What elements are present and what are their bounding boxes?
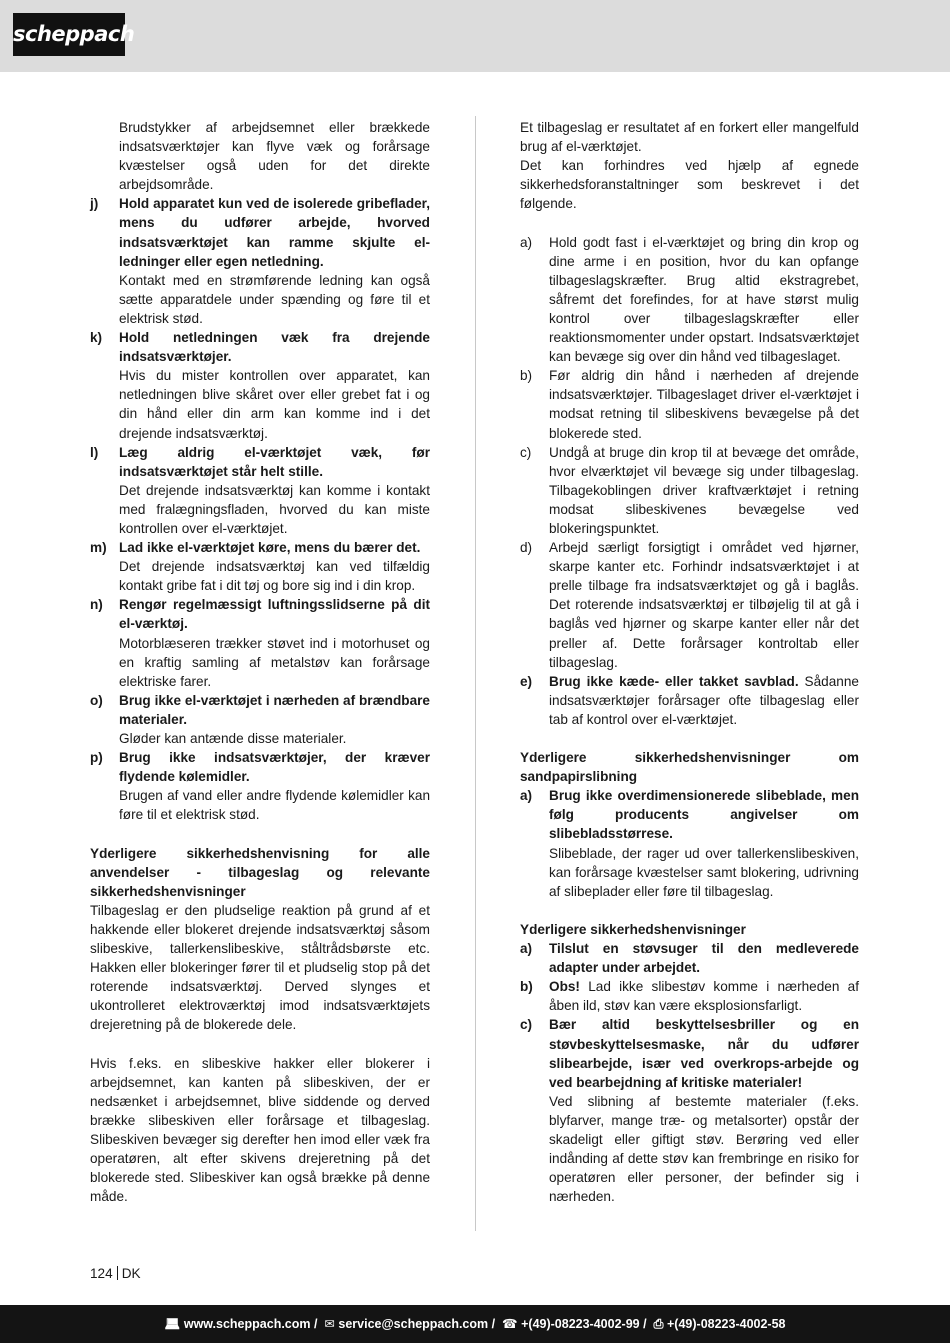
more-item-a bbox=[520, 939, 859, 977]
list-item-p bbox=[90, 748, 430, 824]
list-item-c bbox=[520, 443, 859, 538]
page-separator bbox=[117, 1266, 118, 1280]
item-bold: Brug ikke overdimensionerede slibeblade, men følg producents angivelser om slibebladsstørrese. bbox=[549, 788, 859, 842]
item-label: c) bbox=[520, 1017, 533, 1033]
item-label: a) bbox=[520, 234, 533, 250]
item-text: Slibeblade, der rager ud over tallerkenslibeskiven, kan forårsage kvæstelser samt blokering, udrivning af slibeplader eller føre til tilbageslag. bbox=[549, 845, 859, 899]
item-text: Det drejende indsatsværktøj kan komme i kontakt med fralægningsfladen, hvorved du kan miste kontrollen over el-værktøjet. bbox=[119, 482, 430, 536]
item-text: Gløder kan antænde disse materialer. bbox=[119, 731, 347, 746]
item-label: b) bbox=[520, 979, 533, 995]
item-text: Kontakt med en strømførende ledning kan også sætte apparatdele under spænding og føre til et elektrisk stød. bbox=[119, 272, 430, 326]
language-code: DK bbox=[121, 1266, 141, 1281]
item-label: d) bbox=[520, 540, 533, 556]
footer-bar bbox=[0, 1305, 950, 1343]
item-bold: Lad ikke el-værktøjet køre, mens du bærer det. bbox=[119, 540, 421, 556]
item-bold: Bær altid beskyttelsesbriller og en støvbeskyttelsesmaske, når du udfører slibearbejde, især ved overkrops-arbejde og ved bearbejdning af kritiske materialer! bbox=[549, 1017, 859, 1090]
item-text: Brugen af vand eller andre flydende kølemidler kan føre til et elektrisk stød. bbox=[119, 788, 430, 823]
list-item-e bbox=[520, 672, 859, 729]
item-bold: Brug ikke el-værktøjet i nærheden af brændbare materialer. bbox=[119, 692, 430, 727]
more-item-b bbox=[520, 977, 859, 1015]
item-label: l) bbox=[90, 444, 99, 460]
phone-icon: ☎︎ bbox=[502, 1317, 518, 1331]
item-text: Ved slibning af bestemte materialer (f.eks. blyfarver, mange træ- og metalsorter) opstår der skadeligt eller giftigt støv. Berøring ved eller indånding af dette støv kan frembringe en risiko for operatøren eller personer, der befinder sig i nærheden. bbox=[549, 1093, 859, 1205]
page-number bbox=[90, 1265, 141, 1283]
header-bar bbox=[0, 0, 950, 72]
item-label: a) bbox=[520, 788, 533, 804]
item-bold: Brug ikke kæde- eller takket savblad. bbox=[549, 673, 799, 689]
item-text: Sådanne indsatsværktøjer forårsager ofte tilbageslag eller tab af kontrol over el-værktøjet. bbox=[549, 673, 859, 727]
page-number-value: 124 bbox=[90, 1266, 113, 1281]
section-heading-more: Yderligere sikkerhedshenvisninger bbox=[520, 921, 746, 937]
item-text: Det drejende indsatsværktøj kan ved tilfældig kontakt gribe fat i dit tøj og bore sig ind i din krop. bbox=[119, 559, 430, 594]
item-text: Motorblæseren trækker støvet ind i motorhuset og en kraftig samling af metalstøv kan forårsage elektriske farer. bbox=[119, 635, 430, 689]
computer-icon: 💻︎ bbox=[164, 1317, 181, 1331]
list-item-d bbox=[520, 538, 859, 672]
list-item-n bbox=[90, 595, 430, 690]
left-column bbox=[90, 118, 430, 1206]
item-label: b) bbox=[520, 368, 533, 384]
item-text: Arbejd særligt forsigtigt i området ved hjørner, skarpe kanter etc. Forhindr indsatsværktøjet i at prelle tilbage fra indsatsværktøjet og gå i baglås. Det roterende indsatsværktøj er tilbøjelig til at gå i baglås ved hjørner og skarpe kanter eller når det preller af. Dette forårsager kontroltab eller tilbageslag. bbox=[549, 540, 859, 670]
right-column bbox=[520, 118, 859, 1206]
item-label: m) bbox=[90, 540, 107, 556]
footer-email[interactable]: service@scheppach.com / bbox=[338, 1317, 496, 1331]
item-text: Undgå at bruge din krop til at bevæge det område, hvor elværktøjet vil bevæge sig under tilbageslag. Tilbagekoblingen driver kraftværktøjet i retning modsat slibeskivenes bevægelse ved blokeringspunktet. bbox=[549, 444, 859, 536]
item-bold: Rengør regelmæssigt luftningsslidserne på dit el-værktøj. bbox=[119, 597, 430, 632]
item-label: c) bbox=[520, 444, 532, 460]
item-label: j) bbox=[90, 196, 99, 212]
item-label: e) bbox=[520, 673, 533, 689]
footer-fax: +(49)-08223-4002-58 bbox=[667, 1317, 786, 1331]
sand-item-a bbox=[520, 786, 859, 901]
list-item-m bbox=[90, 538, 430, 595]
item-label: a) bbox=[520, 941, 533, 957]
section-heading-kickback: Yderligere sikkerhedshenvisning for alle anvendelser - tilbageslag og relevante sikkerhedshenvisninger bbox=[90, 845, 430, 899]
footer-phone: +(49)-08223-4002-99 / bbox=[521, 1317, 647, 1331]
item-bold: Brug ikke indsatsværktøjer, der kræver flydende kølemidler. bbox=[119, 750, 430, 785]
list-item-k bbox=[90, 328, 430, 443]
intro-continuation: Brudstykker af arbejdsemnet eller brækkede indsatsværktøjer kan flyve væk og forårsage kvæstelser også uden for det direkte arbejdsområde. bbox=[119, 120, 430, 193]
kickback-intro-2: Det kan forhindres ved hjælp af egnede sikkerhedsforanstaltninger som beskrevet i det følgende. bbox=[520, 158, 859, 212]
email-icon: ✉︎ bbox=[324, 1317, 335, 1331]
fax-icon: ⎙ bbox=[653, 1317, 664, 1331]
item-text: Lad ikke slibestøv komme i nærheden af åben ild, støv kan være eksplosionsfarligt. bbox=[549, 979, 859, 1014]
item-label: n) bbox=[90, 597, 103, 613]
more-item-c bbox=[520, 1015, 859, 1206]
item-label: p) bbox=[90, 750, 103, 766]
item-bold: Læg aldrig el-værktøjet væk, før indsatsværktøjet står helt stille. bbox=[119, 444, 430, 479]
item-text: Før aldrig din hånd i nærheden af drejende indsatsværktøjer. Tilbageslaget driver el-værktøjet i modsat retning til slibeskivens bevægelse på det blokerede sted. bbox=[549, 368, 859, 441]
scheppach-logo: scheppach bbox=[13, 13, 125, 56]
column-divider bbox=[475, 116, 476, 1231]
list-item-a bbox=[520, 233, 859, 367]
item-bold: Hold apparatet kun ved de isolerede gribeflader, mens du udfører arbejde, hvorved indsatsværktøjet kan ramme skjulte el-ledninger eller egen netledning. bbox=[119, 196, 430, 269]
item-label: o) bbox=[90, 692, 103, 708]
footer-website[interactable]: www.scheppach.com / bbox=[183, 1317, 318, 1331]
item-text: Hold godt fast i el-værktøjet og bring din krop og dine arme i en position, hvor du kan opfange tilbageslagskræfter. Brug altid ekstragrebet, såfremt det forefindes, for at have størst mulig kontrol over tilbageslagskræfter eller reaktionsmomenter under opstart. Indsatsværktøjet kan bevæge sig over din hånd ved tilbageslaget. bbox=[549, 234, 859, 365]
list-item-b bbox=[520, 366, 859, 442]
list-item-o bbox=[90, 691, 430, 748]
kickback-paragraph-2: Hvis f.eks. en slibeskive hakker eller blokerer i arbejdsemnet, kan kanten på slibeskiven, der er nedsænket i arbejdsemnet, blive siddende og derved brække slibeskiven eller forårsage et tilbageslag. Slibeskiven bevæger sig derefter hen imod eller væk fra operatøren, alt efter skivens drejeretning på det blokerede sted. Slibeskiver kan også brække på denne måde. bbox=[90, 1055, 430, 1205]
list-item-j bbox=[90, 194, 430, 328]
section-heading-sanding: Yderligere sikkerhedshenvisninger om sandpapirslibning bbox=[520, 750, 859, 785]
item-bold: Obs! bbox=[549, 979, 580, 995]
kickback-intro: Et tilbageslag er resultatet af en forkert eller mangelfuld brug af el-værktøjet. bbox=[520, 120, 859, 155]
item-bold: Tilslut en støvsuger til den medleverede adapter under arbejdet. bbox=[549, 941, 859, 976]
item-text: Hvis du mister kontrollen over apparatet, kan netledningen blive skåret over eller grebet fat i og din hånd eller din arm kan komme ind i det drejende indsatsværktøj. bbox=[119, 368, 430, 441]
list-item-l bbox=[90, 443, 430, 538]
item-label: k) bbox=[90, 330, 103, 346]
kickback-paragraph-1: Tilbageslag er den pludselige reaktion på grund af et hakkende eller blokeret drejende indsatsværktøj såsom slibeskive, tallerkenslibeskive, ståltrådsbørste etc. Hakken eller blokeringer fører til et pludselig stop på det roterende indsatsværktøj. Derved slynges et ukontrolleret elektroværktøj imod indsatsværktøjets drejeretning på de blokerede dele. bbox=[90, 902, 430, 1033]
item-bold: Hold netledningen væk fra drejende indsatsværktøjer. bbox=[119, 330, 430, 365]
